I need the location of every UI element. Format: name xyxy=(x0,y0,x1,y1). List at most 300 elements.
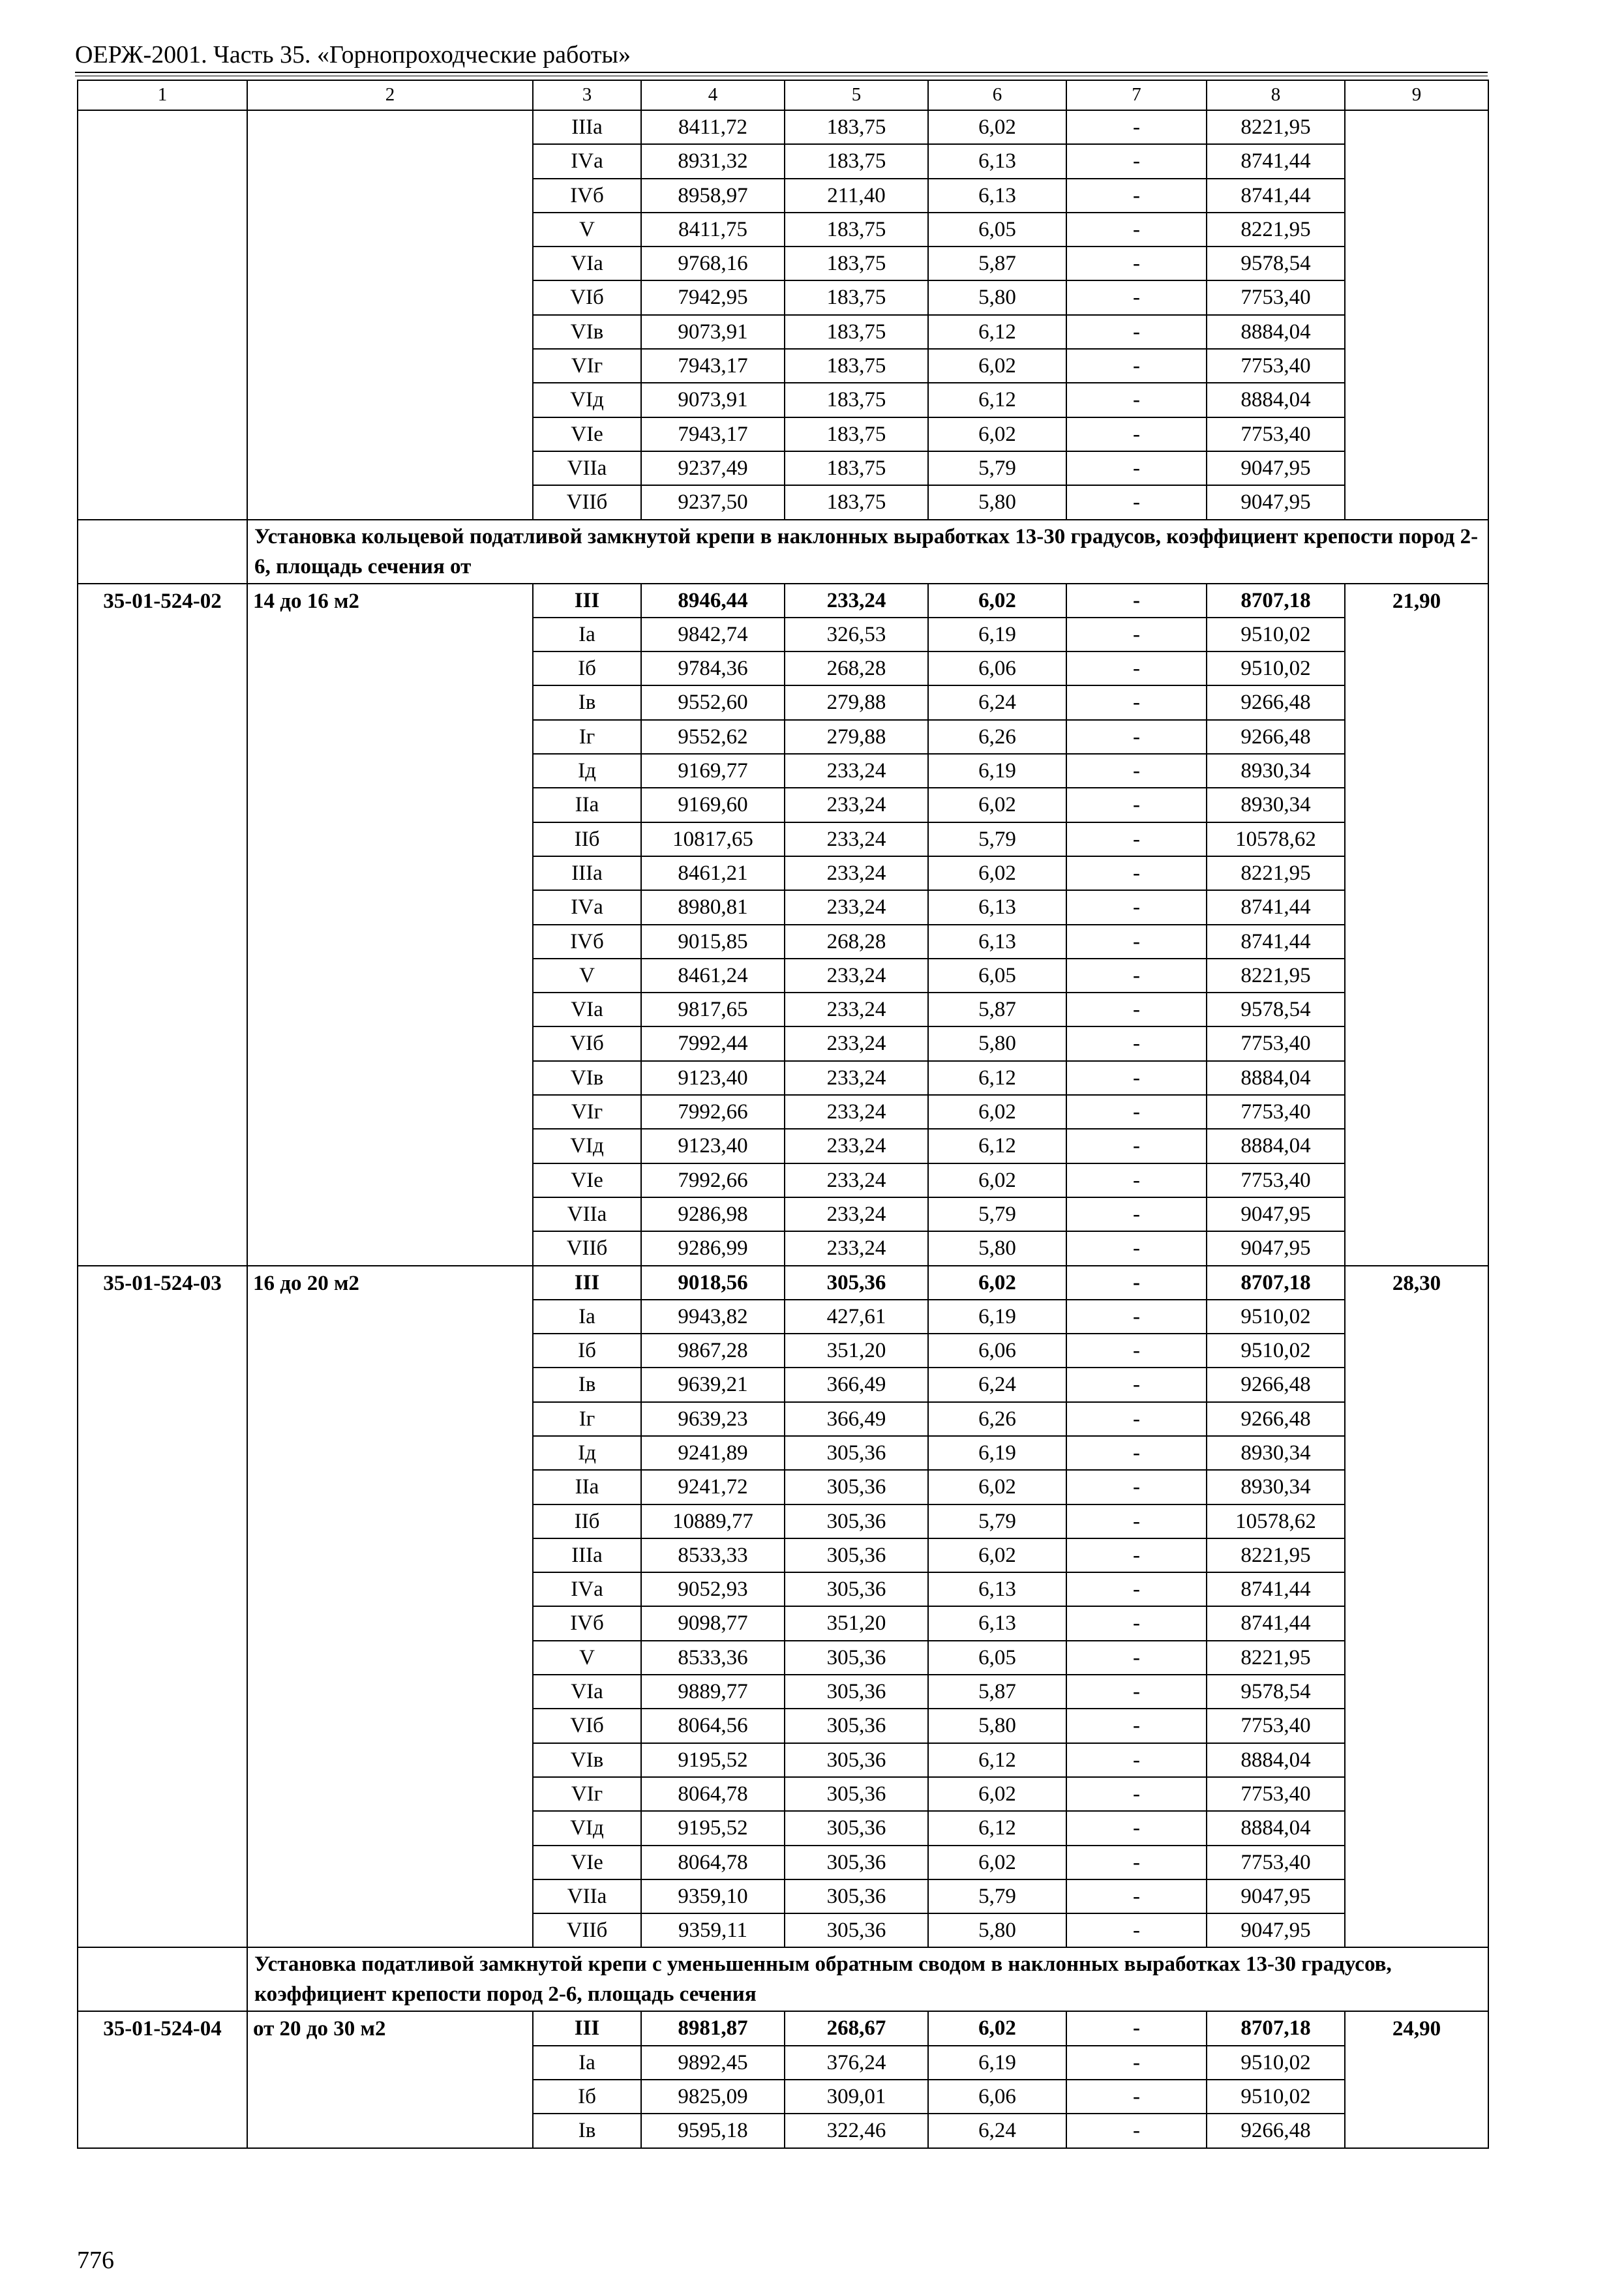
direct-costs: 7942,95 xyxy=(641,280,785,314)
materials-costs: 8930,34 xyxy=(1207,788,1345,822)
machine-costs: 5,79 xyxy=(928,1879,1066,1913)
zone-code: IIIа xyxy=(533,856,641,890)
zone-code: Iб xyxy=(533,2080,641,2114)
direct-costs: 8931,32 xyxy=(641,144,785,178)
materials-costs: 8221,95 xyxy=(1207,959,1345,993)
column-number: 1 xyxy=(78,80,247,110)
machine-costs: 6,06 xyxy=(928,1334,1066,1368)
machinist-wages: - xyxy=(1066,2114,1207,2147)
zone-code: VIг xyxy=(533,1095,641,1129)
zone-code: VIд xyxy=(533,383,641,417)
direct-costs: 9552,62 xyxy=(641,720,785,754)
zone-code: Iд xyxy=(533,754,641,788)
machine-costs: 6,02 xyxy=(928,417,1066,451)
materials-costs: 8741,44 xyxy=(1207,1572,1345,1606)
direct-costs: 9015,85 xyxy=(641,925,785,959)
materials-costs: 9578,54 xyxy=(1207,1675,1345,1709)
materials-costs: 9510,02 xyxy=(1207,618,1345,651)
direct-costs: 9359,10 xyxy=(641,1879,785,1913)
materials-costs: 8221,95 xyxy=(1207,1538,1345,1572)
zone-code: VIа xyxy=(533,1675,641,1709)
direct-costs: 8461,24 xyxy=(641,959,785,993)
labor-costs: 28,30 xyxy=(1345,1266,1488,1948)
machinist-wages: - xyxy=(1066,1402,1207,1436)
machine-costs: 6,19 xyxy=(928,618,1066,651)
machine-costs: 6,05 xyxy=(928,213,1066,247)
materials-costs: 7753,40 xyxy=(1207,417,1345,451)
page-number: 776 xyxy=(77,2247,114,2274)
wage-costs: 233,24 xyxy=(785,1026,928,1060)
wage-costs: 305,36 xyxy=(785,1538,928,1572)
direct-costs: 9286,99 xyxy=(641,1231,785,1265)
direct-costs: 9237,49 xyxy=(641,451,785,485)
machinist-wages: - xyxy=(1066,213,1207,247)
direct-costs: 9842,74 xyxy=(641,618,785,651)
machinist-wages: - xyxy=(1066,315,1207,349)
machine-costs: 5,80 xyxy=(928,1231,1066,1265)
wage-costs: 183,75 xyxy=(785,315,928,349)
direct-costs: 9286,98 xyxy=(641,1197,785,1231)
direct-costs: 9098,77 xyxy=(641,1606,785,1640)
machine-costs: 6,02 xyxy=(928,1846,1066,1879)
wage-costs: 233,24 xyxy=(785,822,928,856)
materials-costs: 8884,04 xyxy=(1207,315,1345,349)
machinist-wages: - xyxy=(1066,754,1207,788)
wage-costs: 279,88 xyxy=(785,685,928,719)
machine-costs: 6,13 xyxy=(928,890,1066,924)
machinist-wages: - xyxy=(1066,1231,1207,1265)
materials-costs: 8884,04 xyxy=(1207,1129,1345,1163)
direct-costs: 9241,89 xyxy=(641,1436,785,1470)
direct-costs: 9241,72 xyxy=(641,1470,785,1504)
table-row xyxy=(78,2011,1488,2045)
wage-costs: 376,24 xyxy=(785,2046,928,2080)
table-body xyxy=(78,80,1488,2148)
machine-costs: 6,19 xyxy=(928,1436,1066,1470)
machinist-wages: - xyxy=(1066,179,1207,213)
machinist-wages: - xyxy=(1066,720,1207,754)
materials-costs: 9047,95 xyxy=(1207,485,1345,519)
machine-costs: 5,79 xyxy=(928,822,1066,856)
machine-costs: 6,13 xyxy=(928,144,1066,178)
zone-code: IVб xyxy=(533,1606,641,1640)
wage-costs: 366,49 xyxy=(785,1402,928,1436)
direct-costs: 7943,17 xyxy=(641,349,785,383)
machinist-wages: - xyxy=(1066,110,1207,144)
section-heading-row xyxy=(78,1947,1488,2011)
materials-costs: 9266,48 xyxy=(1207,2114,1345,2147)
machinist-wages: - xyxy=(1066,1436,1207,1470)
machine-costs: 6,19 xyxy=(928,1300,1066,1334)
direct-costs: 10889,77 xyxy=(641,1504,785,1538)
zone-code: VIг xyxy=(533,349,641,383)
zone-code: VIб xyxy=(533,1026,641,1060)
machine-costs: 6,02 xyxy=(928,110,1066,144)
materials-costs: 8707,18 xyxy=(1207,584,1345,618)
machinist-wages: - xyxy=(1066,1163,1207,1197)
rates-table xyxy=(77,80,1489,2149)
direct-costs: 8461,21 xyxy=(641,856,785,890)
wage-costs: 183,75 xyxy=(785,213,928,247)
materials-costs: 7753,40 xyxy=(1207,1095,1345,1129)
wage-costs: 183,75 xyxy=(785,144,928,178)
machinist-wages: - xyxy=(1066,1061,1207,1095)
zone-code: Iб xyxy=(533,1334,641,1368)
materials-costs: 9266,48 xyxy=(1207,1368,1345,1401)
machinist-wages: - xyxy=(1066,584,1207,618)
machine-costs: 6,13 xyxy=(928,925,1066,959)
materials-costs: 7753,40 xyxy=(1207,280,1345,314)
machinist-wages: - xyxy=(1066,959,1207,993)
machine-costs: 6,13 xyxy=(928,1606,1066,1640)
wage-costs: 305,36 xyxy=(785,1641,928,1675)
machinist-wages: - xyxy=(1066,993,1207,1026)
direct-costs: 8981,87 xyxy=(641,2011,785,2045)
direct-costs: 9195,52 xyxy=(641,1811,785,1845)
wage-costs: 305,36 xyxy=(785,1777,928,1811)
machine-costs: 6,26 xyxy=(928,1402,1066,1436)
zone-code: IVа xyxy=(533,1572,641,1606)
machine-costs: 6,02 xyxy=(928,584,1066,618)
wage-costs: 233,24 xyxy=(785,856,928,890)
machinist-wages: - xyxy=(1066,1538,1207,1572)
machinist-wages: - xyxy=(1066,1572,1207,1606)
materials-costs: 8707,18 xyxy=(1207,1266,1345,1300)
rate-code: 35-01-524-04 xyxy=(78,2011,247,2147)
zone-code: Iа xyxy=(533,2046,641,2080)
direct-costs: 8411,72 xyxy=(641,110,785,144)
zone-code: Iд xyxy=(533,1436,641,1470)
machine-costs: 5,87 xyxy=(928,993,1066,1026)
zone-code: VIIа xyxy=(533,1197,641,1231)
direct-costs: 9552,60 xyxy=(641,685,785,719)
rate-description: 16 до 20 м2 xyxy=(247,1266,533,1948)
zone-code: IVб xyxy=(533,179,641,213)
machinist-wages: - xyxy=(1066,1743,1207,1777)
zone-code: VIIб xyxy=(533,485,641,519)
wage-costs: 305,36 xyxy=(785,1266,928,1300)
zone-code: VIб xyxy=(533,280,641,314)
wage-costs: 233,24 xyxy=(785,1129,928,1163)
zone-code: Iа xyxy=(533,618,641,651)
materials-costs: 9266,48 xyxy=(1207,1402,1345,1436)
wage-costs: 233,24 xyxy=(785,890,928,924)
materials-costs: 9578,54 xyxy=(1207,993,1345,1026)
zone-code: VIIа xyxy=(533,1879,641,1913)
direct-costs: 8958,97 xyxy=(641,179,785,213)
machinist-wages: - xyxy=(1066,144,1207,178)
direct-costs: 8946,44 xyxy=(641,584,785,618)
wage-costs: 233,24 xyxy=(785,788,928,822)
zone-code: Iв xyxy=(533,2114,641,2147)
wage-costs: 183,75 xyxy=(785,349,928,383)
machine-costs: 6,06 xyxy=(928,651,1066,685)
machinist-wages: - xyxy=(1066,1913,1207,1947)
labor-costs: 21,90 xyxy=(1345,584,1488,1266)
wage-costs: 233,24 xyxy=(785,1061,928,1095)
machine-costs: 6,12 xyxy=(928,1061,1066,1095)
direct-costs: 8064,56 xyxy=(641,1709,785,1743)
materials-costs: 8221,95 xyxy=(1207,856,1345,890)
machinist-wages: - xyxy=(1066,822,1207,856)
materials-costs: 9510,02 xyxy=(1207,2046,1345,2080)
zone-code: VIIа xyxy=(533,451,641,485)
wage-costs: 322,46 xyxy=(785,2114,928,2147)
machine-costs: 6,13 xyxy=(928,1572,1066,1606)
machine-costs: 5,80 xyxy=(928,1026,1066,1060)
direct-costs: 8980,81 xyxy=(641,890,785,924)
wage-costs: 326,53 xyxy=(785,618,928,651)
machine-costs: 6,02 xyxy=(928,2011,1066,2045)
direct-costs: 9073,91 xyxy=(641,383,785,417)
labor-costs: 24,90 xyxy=(1345,2011,1488,2147)
direct-costs: 9943,82 xyxy=(641,1300,785,1334)
materials-costs: 9047,95 xyxy=(1207,1231,1345,1265)
materials-costs: 8930,34 xyxy=(1207,754,1345,788)
materials-costs: 7753,40 xyxy=(1207,1777,1345,1811)
rate-code xyxy=(78,110,247,520)
column-number: 8 xyxy=(1207,80,1345,110)
machine-costs: 5,80 xyxy=(928,485,1066,519)
wage-costs: 351,20 xyxy=(785,1334,928,1368)
direct-costs: 8064,78 xyxy=(641,1777,785,1811)
machine-costs: 6,13 xyxy=(928,179,1066,213)
column-number: 3 xyxy=(533,80,641,110)
zone-code: VIIб xyxy=(533,1913,641,1947)
rate-description: от 20 до 30 м2 xyxy=(247,2011,533,2147)
machine-costs: 6,02 xyxy=(928,856,1066,890)
zone-code: VIд xyxy=(533,1811,641,1845)
machinist-wages: - xyxy=(1066,1334,1207,1368)
machine-costs: 6,05 xyxy=(928,1641,1066,1675)
direct-costs: 9889,77 xyxy=(641,1675,785,1709)
direct-costs: 9768,16 xyxy=(641,247,785,280)
machinist-wages: - xyxy=(1066,651,1207,685)
zone-code: VIд xyxy=(533,1129,641,1163)
materials-costs: 8221,95 xyxy=(1207,110,1345,144)
direct-costs: 9892,45 xyxy=(641,2046,785,2080)
machinist-wages: - xyxy=(1066,1095,1207,1129)
machinist-wages: - xyxy=(1066,2080,1207,2114)
materials-costs: 8221,95 xyxy=(1207,213,1345,247)
machinist-wages: - xyxy=(1066,856,1207,890)
machine-costs: 6,24 xyxy=(928,685,1066,719)
wage-costs: 233,24 xyxy=(785,1095,928,1129)
zone-code: VIв xyxy=(533,315,641,349)
table-row xyxy=(78,110,1488,144)
machinist-wages: - xyxy=(1066,1266,1207,1300)
materials-costs: 9510,02 xyxy=(1207,651,1345,685)
column-number: 4 xyxy=(641,80,785,110)
machine-costs: 6,12 xyxy=(928,1811,1066,1845)
materials-costs: 9047,95 xyxy=(1207,1913,1345,1947)
wage-costs: 305,36 xyxy=(785,1709,928,1743)
direct-costs: 7992,44 xyxy=(641,1026,785,1060)
machine-costs: 6,12 xyxy=(928,315,1066,349)
machinist-wages: - xyxy=(1066,247,1207,280)
zone-code: VIе xyxy=(533,417,641,451)
materials-costs: 9047,95 xyxy=(1207,1879,1345,1913)
wage-costs: 233,24 xyxy=(785,1197,928,1231)
wage-costs: 305,36 xyxy=(785,1675,928,1709)
machine-costs: 6,06 xyxy=(928,2080,1066,2114)
rate-code: 35-01-524-03 xyxy=(78,1266,247,1948)
zone-code: VIв xyxy=(533,1743,641,1777)
materials-costs: 8930,34 xyxy=(1207,1436,1345,1470)
machine-costs: 6,02 xyxy=(928,788,1066,822)
wage-costs: 233,24 xyxy=(785,1231,928,1265)
wage-costs: 183,75 xyxy=(785,247,928,280)
machine-costs: 5,80 xyxy=(928,1709,1066,1743)
wage-costs: 268,28 xyxy=(785,925,928,959)
machinist-wages: - xyxy=(1066,1709,1207,1743)
machine-costs: 5,79 xyxy=(928,451,1066,485)
materials-costs: 8884,04 xyxy=(1207,1811,1345,1845)
zone-code: VIа xyxy=(533,247,641,280)
machinist-wages: - xyxy=(1066,618,1207,651)
materials-costs: 9510,02 xyxy=(1207,1300,1345,1334)
labor-costs xyxy=(1345,110,1488,520)
zone-code: Iг xyxy=(533,1402,641,1436)
wage-costs: 366,49 xyxy=(785,1368,928,1401)
direct-costs: 8533,33 xyxy=(641,1538,785,1572)
page-title: ОЕРЖ-2001. Часть 35. «Горнопроходческие работы» xyxy=(75,41,631,68)
materials-costs: 8884,04 xyxy=(1207,383,1345,417)
zone-code: III xyxy=(533,1266,641,1300)
direct-costs: 8064,78 xyxy=(641,1846,785,1879)
section-heading: Установка кольцевой податливой замкнутой крепи в наклонных выработках 13-30 градусов, коэффициент крепости пород 2-6, площадь сечения от xyxy=(247,520,1488,584)
materials-costs: 9047,95 xyxy=(1207,1197,1345,1231)
machine-costs: 6,24 xyxy=(928,1368,1066,1401)
materials-costs: 7753,40 xyxy=(1207,1846,1345,1879)
machinist-wages: - xyxy=(1066,1368,1207,1401)
wage-costs: 351,20 xyxy=(785,1606,928,1640)
wage-costs: 268,28 xyxy=(785,651,928,685)
rate-description: 14 до 16 м2 xyxy=(247,584,533,1266)
direct-costs: 8411,75 xyxy=(641,213,785,247)
materials-costs: 9510,02 xyxy=(1207,2080,1345,2114)
materials-costs: 8930,34 xyxy=(1207,1470,1345,1504)
machine-costs: 6,12 xyxy=(928,383,1066,417)
direct-costs: 9169,77 xyxy=(641,754,785,788)
section-heading-spacer xyxy=(78,520,247,584)
direct-costs: 9123,40 xyxy=(641,1061,785,1095)
wage-costs: 233,24 xyxy=(785,584,928,618)
materials-costs: 8884,04 xyxy=(1207,1061,1345,1095)
wage-costs: 305,36 xyxy=(785,1913,928,1947)
materials-costs: 9047,95 xyxy=(1207,451,1345,485)
zone-code: VIIб xyxy=(533,1231,641,1265)
wage-costs: 305,36 xyxy=(785,1504,928,1538)
materials-costs: 9266,48 xyxy=(1207,720,1345,754)
wage-costs: 233,24 xyxy=(785,959,928,993)
column-number: 2 xyxy=(247,80,533,110)
wage-costs: 305,36 xyxy=(785,1436,928,1470)
direct-costs: 7992,66 xyxy=(641,1095,785,1129)
machinist-wages: - xyxy=(1066,1197,1207,1231)
rate-code: 35-01-524-02 xyxy=(78,584,247,1266)
wage-costs: 305,36 xyxy=(785,1572,928,1606)
machinist-wages: - xyxy=(1066,685,1207,719)
materials-costs: 8741,44 xyxy=(1207,925,1345,959)
materials-costs: 7753,40 xyxy=(1207,349,1345,383)
direct-costs: 10817,65 xyxy=(641,822,785,856)
zone-code: V xyxy=(533,1641,641,1675)
section-heading: Установка податливой замкнутой крепи с уменьшенным обратным сводом в наклонных выработках 13-30 градусов, коэффициент крепости пород 2-6, площадь сечения xyxy=(247,1947,1488,2011)
machinist-wages: - xyxy=(1066,1777,1207,1811)
zone-code: III xyxy=(533,584,641,618)
direct-costs: 9195,52 xyxy=(641,1743,785,1777)
materials-costs: 8741,44 xyxy=(1207,1606,1345,1640)
column-number: 7 xyxy=(1066,80,1207,110)
direct-costs: 9639,23 xyxy=(641,1402,785,1436)
machinist-wages: - xyxy=(1066,1129,1207,1163)
machine-costs: 6,05 xyxy=(928,959,1066,993)
machine-costs: 6,02 xyxy=(928,1095,1066,1129)
wage-costs: 183,75 xyxy=(785,451,928,485)
materials-costs: 8741,44 xyxy=(1207,144,1345,178)
zone-code: IIб xyxy=(533,1504,641,1538)
machine-costs: 6,02 xyxy=(928,349,1066,383)
direct-costs: 9073,91 xyxy=(641,315,785,349)
zone-code: IIа xyxy=(533,788,641,822)
materials-costs: 7753,40 xyxy=(1207,1709,1345,1743)
materials-costs: 8707,18 xyxy=(1207,2011,1345,2045)
machinist-wages: - xyxy=(1066,1504,1207,1538)
zone-code: V xyxy=(533,959,641,993)
wage-costs: 305,36 xyxy=(785,1846,928,1879)
zone-code: V xyxy=(533,213,641,247)
machinist-wages: - xyxy=(1066,1470,1207,1504)
machinist-wages: - xyxy=(1066,2011,1207,2045)
wage-costs: 427,61 xyxy=(785,1300,928,1334)
machinist-wages: - xyxy=(1066,1879,1207,1913)
materials-costs: 9510,02 xyxy=(1207,1334,1345,1368)
wage-costs: 305,36 xyxy=(785,1811,928,1845)
wage-costs: 305,36 xyxy=(785,1743,928,1777)
zone-code: IIа xyxy=(533,1470,641,1504)
zone-code: VIе xyxy=(533,1163,641,1197)
direct-costs: 8533,36 xyxy=(641,1641,785,1675)
machine-costs: 6,02 xyxy=(928,1470,1066,1504)
machinist-wages: - xyxy=(1066,1606,1207,1640)
machinist-wages: - xyxy=(1066,1026,1207,1060)
machine-costs: 6,19 xyxy=(928,2046,1066,2080)
zone-code: VIа xyxy=(533,993,641,1026)
wage-costs: 183,75 xyxy=(785,485,928,519)
column-number: 5 xyxy=(785,80,928,110)
materials-costs: 10578,62 xyxy=(1207,822,1345,856)
direct-costs: 7943,17 xyxy=(641,417,785,451)
machinist-wages: - xyxy=(1066,1811,1207,1845)
direct-costs: 9018,56 xyxy=(641,1266,785,1300)
direct-costs: 9867,28 xyxy=(641,1334,785,1368)
machine-costs: 6,02 xyxy=(928,1538,1066,1572)
page-header xyxy=(75,39,1488,73)
table-row xyxy=(78,584,1488,618)
zone-code: IVа xyxy=(533,890,641,924)
machinist-wages: - xyxy=(1066,2046,1207,2080)
machine-costs: 6,26 xyxy=(928,720,1066,754)
table-row xyxy=(78,1266,1488,1300)
machinist-wages: - xyxy=(1066,1300,1207,1334)
machinist-wages: - xyxy=(1066,1675,1207,1709)
direct-costs: 9169,60 xyxy=(641,788,785,822)
direct-costs: 9052,93 xyxy=(641,1572,785,1606)
machinist-wages: - xyxy=(1066,349,1207,383)
zone-code: VIг xyxy=(533,1777,641,1811)
wage-costs: 279,88 xyxy=(785,720,928,754)
